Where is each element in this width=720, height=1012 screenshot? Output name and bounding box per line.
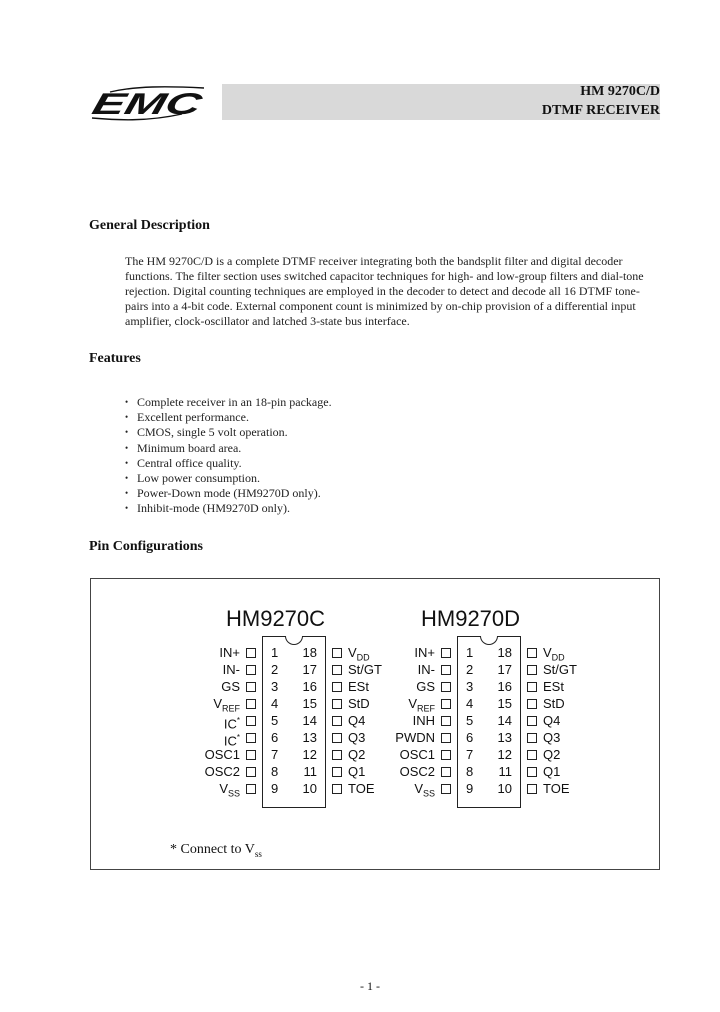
pin-label xyxy=(348,714,365,728)
pin-label-text: TOE xyxy=(348,781,375,796)
pin-label xyxy=(180,697,240,716)
pin-number: 17 xyxy=(497,662,512,677)
pin-number: 1 xyxy=(271,645,279,660)
pin-number: 1 xyxy=(466,645,474,660)
pin-label xyxy=(180,765,240,779)
pin-label-subscript: SS xyxy=(422,788,435,799)
pin-label xyxy=(375,782,435,801)
pin-pad xyxy=(527,665,537,675)
pin-pad xyxy=(527,750,537,760)
pin-pad xyxy=(332,682,342,692)
pin-label-text: Q4 xyxy=(348,713,366,728)
pin-number: 6 xyxy=(466,730,474,745)
footnote-subscript: ss xyxy=(254,848,262,859)
pin-number: 16 xyxy=(497,679,512,694)
pin-pad xyxy=(332,784,342,794)
chip-notch xyxy=(285,636,303,645)
pin-pad xyxy=(246,716,256,726)
pin-label-text: V xyxy=(213,696,222,711)
pin-label xyxy=(543,663,577,677)
description-line: amplifier, clock-oscillator and latched 3-state bus interface. xyxy=(125,314,410,328)
pin-number: 14 xyxy=(497,713,512,728)
pin-label xyxy=(543,714,560,728)
pin-label xyxy=(375,765,435,779)
list-item: • Complete receiver in an 18-pin package. xyxy=(125,395,332,410)
pin-pad xyxy=(246,784,256,794)
pin-label-text: IN- xyxy=(222,662,240,677)
pin-pad xyxy=(246,750,256,760)
pin-label-text: St/GT xyxy=(543,662,577,677)
list-item: • CMOS, single 5 volt operation. xyxy=(125,425,332,440)
pin-pad xyxy=(246,665,256,675)
pin-label-text: IC xyxy=(223,733,237,749)
pin-pad xyxy=(246,767,256,777)
pin-pad xyxy=(332,733,342,743)
pin-label-subscript: REF xyxy=(222,703,240,714)
pin-label xyxy=(543,765,560,779)
description-line: rejection. Digital counting techniques are employed in the decoder to detect and decode all 16 DTMF tone- xyxy=(125,284,640,298)
pin-pad xyxy=(441,682,451,692)
pin-label-text: V xyxy=(348,645,357,660)
pin-pad xyxy=(332,767,342,777)
pin-pad xyxy=(527,682,537,692)
pin-pad xyxy=(527,767,537,777)
pin-label xyxy=(180,646,240,660)
pin-label-text: Q2 xyxy=(348,747,366,762)
pin-label-subscript: DD xyxy=(551,652,565,663)
pin-label-text: ESt xyxy=(543,679,564,694)
chip-notch xyxy=(480,636,498,645)
pin-number: 18 xyxy=(302,645,317,660)
pin-pad xyxy=(441,716,451,726)
list-item: • Power-Down mode (HM9270D only). xyxy=(125,486,332,501)
pin-pad xyxy=(527,733,537,743)
pin-label xyxy=(348,697,370,711)
pin-number: 5 xyxy=(271,713,279,728)
pin-number: 10 xyxy=(302,781,317,796)
pin-label-text: IC xyxy=(223,716,237,732)
pin-number: 8 xyxy=(466,764,474,779)
pin-label xyxy=(543,680,564,694)
pin-number: 9 xyxy=(271,781,279,796)
pin-number: 4 xyxy=(271,696,279,711)
pin-pad xyxy=(246,648,256,658)
pin-pad xyxy=(246,699,256,709)
features-list xyxy=(125,395,332,517)
pin-label xyxy=(180,680,240,694)
description-line: functions. The filter section uses switched capacitor techniques for high- and low-group filters and dial-tone xyxy=(125,269,644,283)
pin-label-text: Q3 xyxy=(543,730,561,745)
pin-label-superscript: * xyxy=(236,716,240,725)
pin-label xyxy=(348,765,365,779)
pin-label-text: St/GT xyxy=(348,662,382,677)
pin-number: 5 xyxy=(466,713,474,728)
pin-label xyxy=(375,646,435,660)
list-item: • Excellent performance. xyxy=(125,410,332,425)
pin-pad xyxy=(441,733,451,743)
pin-number: 12 xyxy=(302,747,317,762)
pin-label-text: OSC1 xyxy=(204,747,240,762)
pin-pad xyxy=(246,682,256,692)
pin-label-subscript: SS xyxy=(227,788,240,799)
pin-label-text: IN- xyxy=(417,662,435,677)
pin-number: 9 xyxy=(466,781,474,796)
pin-label-text: OSC2 xyxy=(399,764,435,779)
pin-label-text: OSC1 xyxy=(399,747,435,762)
pin-label xyxy=(180,748,240,762)
pin-label xyxy=(180,714,240,731)
page-number: - 1 - xyxy=(360,979,380,993)
pin-label-text: V xyxy=(408,696,417,711)
pin-label-text: Q3 xyxy=(348,730,366,745)
pin-label-text: INH xyxy=(412,713,435,728)
pin-label-text: V xyxy=(543,645,552,660)
pin-number: 2 xyxy=(271,662,279,677)
pin-label xyxy=(180,731,240,748)
pin-number: 8 xyxy=(271,764,279,779)
general-description-title: General Description xyxy=(89,218,210,233)
pin-pad xyxy=(441,750,451,760)
pin-label-text: GS xyxy=(416,679,435,694)
pin-label-text: ESt xyxy=(348,679,369,694)
chip-title: HM9270C xyxy=(226,606,326,631)
pin-number: 3 xyxy=(466,679,474,694)
features-title: Features xyxy=(89,351,141,366)
pin-label-text: StD xyxy=(348,696,370,711)
pin-label xyxy=(348,782,375,796)
pin-number: 10 xyxy=(497,781,512,796)
pin-label xyxy=(543,731,560,745)
pin-label-text: TOE xyxy=(543,781,570,796)
pin-number: 7 xyxy=(466,747,474,762)
pin-label xyxy=(348,731,365,745)
pin-label-text: GS xyxy=(221,679,240,694)
pin-pad xyxy=(246,733,256,743)
pin-label-text: IN+ xyxy=(414,645,435,660)
chip-title: HM9270D xyxy=(421,606,521,631)
pin-label xyxy=(375,714,435,728)
pin-pad xyxy=(332,750,342,760)
pin-number: 4 xyxy=(466,696,474,711)
pin-label xyxy=(348,748,365,762)
description-line: The HM 9270C/D is a complete DTMF receiver integrating both the bandsplit filter and digital decoder xyxy=(125,254,623,268)
pin-label-superscript: * xyxy=(236,733,240,742)
pin-pad xyxy=(441,767,451,777)
pin-label-text: OSC2 xyxy=(204,764,240,779)
pin-number: 12 xyxy=(497,747,512,762)
pin-pad xyxy=(527,716,537,726)
pin-label xyxy=(543,748,560,762)
pin-pad xyxy=(441,784,451,794)
pin-label xyxy=(348,680,369,694)
pin-label-subscript: DD xyxy=(356,652,370,663)
pin-pad xyxy=(441,648,451,658)
document-subtitle: DTMF RECEIVER xyxy=(541,103,660,118)
pin-number: 17 xyxy=(302,662,317,677)
pin-pad xyxy=(441,699,451,709)
pin-number: 16 xyxy=(302,679,317,694)
pin-number: 13 xyxy=(302,730,317,745)
pin-label xyxy=(180,782,240,801)
pin-number: 3 xyxy=(271,679,279,694)
pin-pad xyxy=(332,665,342,675)
pin-number: 14 xyxy=(302,713,317,728)
pin-number: 15 xyxy=(497,696,512,711)
pin-label-text: Q2 xyxy=(543,747,561,762)
pin-number: 11 xyxy=(498,764,512,779)
pin-label-text: V xyxy=(414,781,423,796)
emc-logo xyxy=(86,84,210,124)
pin-number: 6 xyxy=(271,730,279,745)
pin-label-text: Q1 xyxy=(348,764,366,779)
description-line: pairs into a 4-bit code. External component count is minimized by on-chip provision of a differential input xyxy=(125,299,636,313)
logo-text: EMC xyxy=(88,87,164,121)
pin-number: 15 xyxy=(302,696,317,711)
pin-label-text: Q1 xyxy=(543,764,561,779)
list-item: • Inhibit-mode (HM9270D only). xyxy=(125,501,332,516)
pin-pad xyxy=(527,648,537,658)
pin-pad xyxy=(332,699,342,709)
pin-configurations-title: Pin Configurations xyxy=(89,539,203,554)
pin-pad xyxy=(527,699,537,709)
pin-pad xyxy=(332,648,342,658)
pin-label-text: V xyxy=(219,781,228,796)
pin-pad xyxy=(527,784,537,794)
pin-pad xyxy=(441,665,451,675)
pin-label xyxy=(375,680,435,694)
part-number: HM 9270C/D xyxy=(580,84,660,99)
footnote-text: * Connect to V xyxy=(170,842,255,857)
pin-label xyxy=(375,663,435,677)
pin-label-text: IN+ xyxy=(219,645,240,660)
list-item: • Central office quality. xyxy=(125,456,332,471)
pin-label-text: StD xyxy=(543,696,565,711)
pin-label xyxy=(375,748,435,762)
pin-label xyxy=(375,731,435,745)
pin-label-text: PWDN xyxy=(395,730,435,745)
pin-label xyxy=(180,663,240,677)
pin-label xyxy=(543,697,565,711)
pin-label xyxy=(543,782,570,796)
list-item: • Low power consumption. xyxy=(125,471,332,486)
list-item: • Minimum board area. xyxy=(125,441,332,456)
footnote xyxy=(170,842,262,859)
pin-label-text: Q4 xyxy=(543,713,561,728)
pin-label-subscript: REF xyxy=(417,703,435,714)
pin-pad xyxy=(332,716,342,726)
pin-number: 18 xyxy=(497,645,512,660)
pin-number: 7 xyxy=(271,747,279,762)
pin-number: 2 xyxy=(466,662,474,677)
pin-number: 13 xyxy=(497,730,512,745)
pin-number: 11 xyxy=(303,764,317,779)
